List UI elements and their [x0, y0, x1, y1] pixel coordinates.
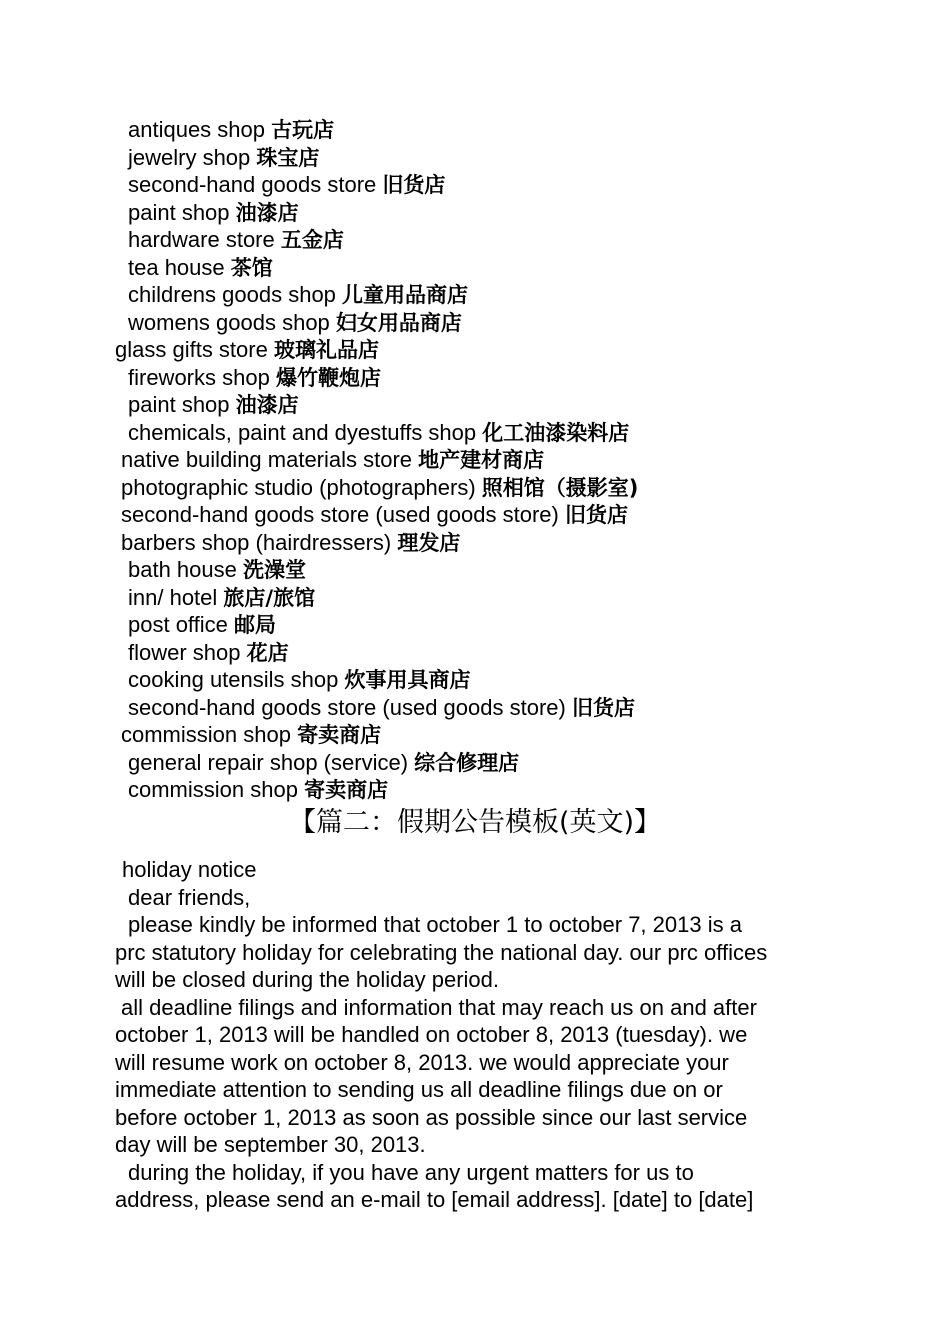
vocab-chinese: 儿童用品商店	[342, 283, 469, 307]
vocab-english: commission shop	[121, 722, 298, 747]
vocab-chinese: 寄卖商店	[297, 723, 382, 747]
vocab-chinese: 邮局	[234, 613, 276, 637]
vocab-chinese: 旧货店	[564, 503, 628, 527]
holiday-notice	[115, 856, 835, 1214]
vocab-line	[0, 116, 950, 144]
vocab-chinese: 照相馆（摄影室)	[481, 475, 639, 500]
notice-line: immediate attention to sending us all deadline filings due on or	[115, 1077, 723, 1102]
vocab-english: second-hand goods store (used goods store)	[121, 502, 565, 527]
shop-vocabulary-list	[0, 116, 950, 804]
vocab-line	[0, 281, 950, 309]
notice-line: day will be september 30, 2013.	[115, 1132, 426, 1157]
vocab-chinese: 旧货店	[571, 695, 635, 720]
notice-line: please kindly be informed that october 1 to october 7, 2013 is a	[128, 912, 742, 937]
vocab-chinese: 洗澡堂	[242, 558, 306, 582]
vocab-chinese: 玻璃礼品店	[273, 338, 379, 362]
notice-greeting: dear friends,	[128, 884, 251, 910]
notice-line: prc statutory holiday for celebrating the national day. our prc offices	[115, 939, 768, 965]
vocab-chinese: 地产建材商店	[418, 448, 545, 472]
vocab-line	[0, 749, 950, 777]
vocab-chinese: 炊事用具商店	[344, 668, 471, 692]
vocab-english: inn/ hotel	[128, 584, 224, 610]
notice-line: address, please send an e-mail to [email address]. [date] to [date]	[115, 1187, 754, 1212]
vocab-english: photographic studio (photographers)	[121, 474, 482, 500]
vocab-chinese: 油漆店	[235, 393, 299, 417]
vocab-line	[0, 391, 950, 419]
vocab-line	[0, 529, 950, 557]
vocab-line	[0, 501, 950, 529]
vocab-english: womens goods shop	[128, 309, 336, 335]
vocab-english: chemicals, paint and dyestuffs shop	[128, 419, 483, 445]
vocab-chinese: 理发店	[397, 530, 461, 555]
notice-line: will be closed during the holiday period.	[115, 967, 500, 992]
vocab-english: antiques shop	[128, 117, 272, 142]
notice-line: before october 1, 2013 as soon as possible since our last service	[115, 1104, 748, 1130]
vocab-line	[0, 446, 950, 474]
vocab-chinese: 油漆店	[235, 200, 299, 225]
vocab-english: tea house	[128, 254, 231, 280]
vocab-english: second-hand goods store	[128, 172, 383, 197]
vocab-line	[0, 254, 950, 282]
vocab-chinese: 妇女用品商店	[335, 310, 462, 335]
vocab-english: commission shop	[128, 777, 305, 802]
notice-line: during the holiday, if you have any urgent matters for us to	[128, 1159, 694, 1185]
vocab-line	[0, 171, 950, 199]
vocab-line	[0, 584, 950, 612]
vocab-english: barbers shop (hairdressers)	[121, 529, 398, 555]
vocab-english: hardware store	[128, 227, 281, 252]
vocab-line	[0, 611, 950, 639]
vocab-line	[0, 419, 950, 447]
vocab-chinese: 古玩店	[271, 118, 335, 142]
vocab-english: fireworks shop	[128, 364, 276, 390]
vocab-chinese: 综合修理店	[414, 750, 520, 775]
notice-line: all deadline filings and information that may reach us on and after	[121, 994, 757, 1020]
vocab-line	[0, 364, 950, 392]
vocab-english: bath house	[128, 557, 243, 582]
vocab-english: native building materials store	[121, 447, 419, 472]
vocab-line	[0, 639, 950, 667]
vocab-line	[0, 666, 950, 694]
vocab-english: post office	[128, 612, 234, 637]
vocab-line	[0, 309, 950, 337]
vocab-english: cooking utensils shop	[128, 667, 345, 692]
vocab-chinese: 旧货店	[382, 173, 446, 197]
vocab-chinese: 茶馆	[230, 255, 273, 280]
vocab-english: second-hand goods store (used goods store)	[128, 694, 572, 720]
vocab-line	[0, 474, 950, 502]
vocab-english: paint shop	[128, 199, 236, 225]
vocab-line	[0, 556, 950, 584]
vocab-line	[0, 776, 950, 804]
vocab-chinese: 五金店	[280, 228, 344, 252]
notice-line: october 1, 2013 will be handled on october 8, 2013 (tuesday). we	[115, 1022, 748, 1047]
vocab-english: flower shop	[128, 639, 247, 665]
vocab-english: paint shop	[128, 392, 236, 417]
vocab-chinese: 花店	[246, 640, 289, 665]
vocab-line	[0, 694, 950, 722]
vocab-english: childrens goods shop	[128, 282, 343, 307]
section-heading: 【篇二：假期公告模板(英文)】	[288, 807, 662, 838]
vocab-chinese: 珠宝店	[256, 145, 320, 170]
vocab-line	[0, 199, 950, 227]
vocab-line	[0, 144, 950, 172]
vocab-english: jewelry shop	[128, 144, 257, 170]
vocab-english: general repair shop (service)	[128, 749, 415, 775]
vocab-chinese: 寄卖商店	[304, 778, 389, 802]
notice-line: will resume work on october 8, 2013. we would appreciate your	[115, 1049, 729, 1075]
notice-title: holiday notice	[122, 857, 257, 882]
vocab-chinese: 化工油漆染料店	[482, 420, 630, 445]
vocab-english: glass gifts store	[115, 337, 274, 362]
vocab-line	[0, 721, 950, 749]
vocab-line	[0, 226, 950, 254]
vocab-line	[0, 336, 950, 364]
vocab-chinese: 旅店/旅馆	[223, 585, 316, 610]
vocab-chinese: 爆竹鞭炮店	[275, 365, 381, 390]
